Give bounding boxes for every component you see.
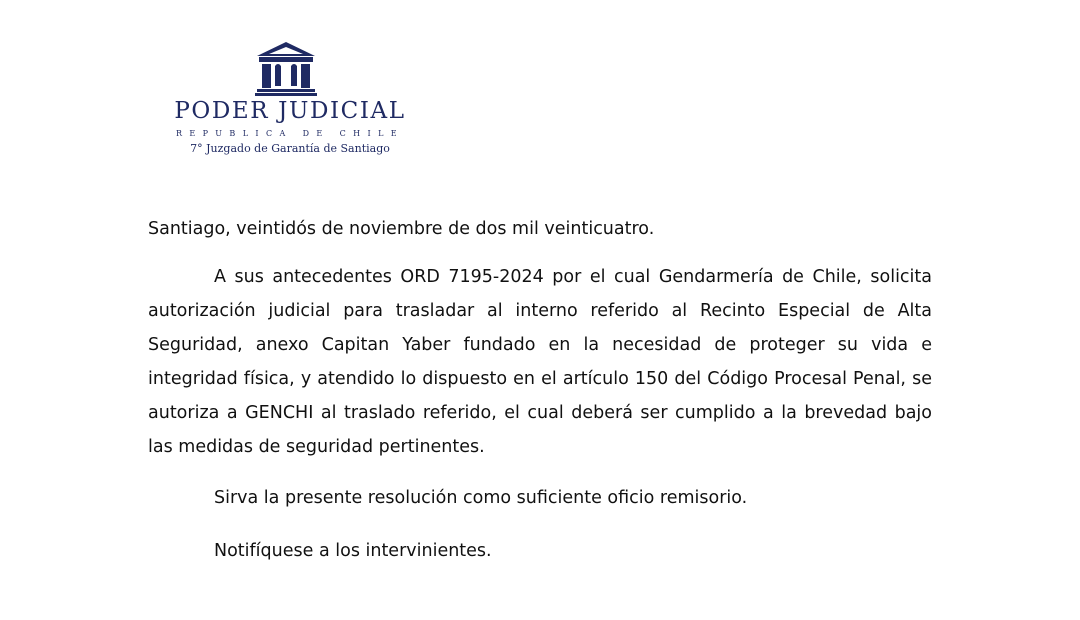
court-name: 7° Juzgado de Garantía de Santiago xyxy=(190,142,390,155)
notification-line: Notifíquese a los intervinientes. xyxy=(214,541,492,561)
date-line: Santiago, veintidós de noviembre de dos mil veinticuatro. xyxy=(148,219,655,239)
main-paragraph: A sus antecedentes ORD 7195-2024 por el cual Gendarmería de Chile, solicita autorización judicial para trasladar al interno referido al Recinto Especial de Alta Seguridad, anexo Capitan Yaber fundado en la necesidad de proteger su vida e integridad física, y atendido lo dispuesto en el artículo 150 del Código Procesal Penal, se autoriza a GENCHI al traslado referido, el cual deberá ser cumplido a la brevedad bajo las medidas de seguridad pertinentes. xyxy=(148,267,932,457)
resolution-body xyxy=(148,212,932,587)
org-subtitle: REPUBLICA DE CHILE xyxy=(175,129,405,138)
remisorio-line: Sirva la presente resolución como suficiente oficio remisorio. xyxy=(214,488,748,508)
org-name: PODER JUDICIAL xyxy=(174,98,406,124)
letterhead xyxy=(165,40,415,160)
courthouse-columns-icon xyxy=(253,40,319,96)
